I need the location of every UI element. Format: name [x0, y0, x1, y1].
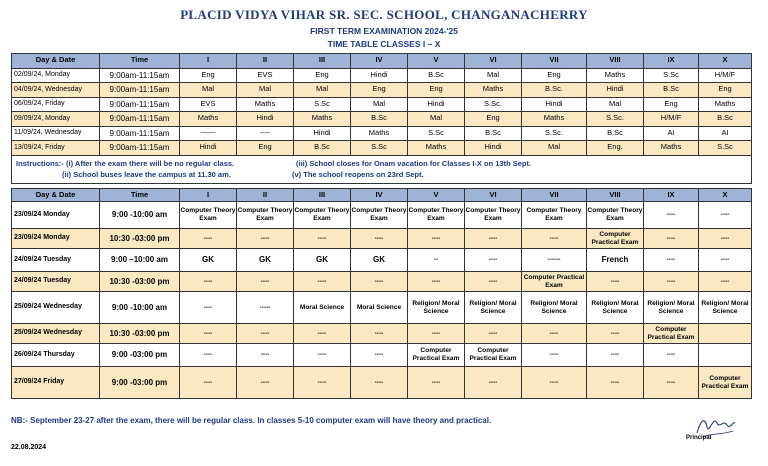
subject-cell: ----	[408, 272, 465, 292]
subject-cell: GK	[180, 249, 237, 272]
subject-cell: B.Sc	[465, 126, 522, 141]
subject-cell: ----	[351, 229, 408, 249]
subject-cell: ----	[294, 272, 351, 292]
subject-cell: GK	[351, 249, 408, 272]
subject-cell: Religion/ Moral Science	[522, 292, 587, 324]
subject-cell: B.Sc.	[522, 83, 587, 98]
row-time: 9:00 -10:00 am	[100, 292, 180, 324]
issue-date: 22.08.2024	[11, 444, 47, 451]
subject-cell: Religion/ Moral Science	[699, 292, 752, 324]
subject-cell: ----	[644, 229, 699, 249]
subject-cell: Computer Practical Exam	[522, 272, 587, 292]
subject-cell: --	[408, 249, 465, 272]
subject-cell: Mal	[351, 97, 408, 112]
subject-cell: ----	[699, 202, 752, 229]
subject-cell: Mal	[587, 97, 644, 112]
table-row	[12, 97, 752, 112]
subject-cell: ----	[237, 272, 294, 292]
subject-cell: ------	[180, 126, 237, 141]
subject-cell: Mal	[180, 83, 237, 98]
row-date: 06/09/24, Friday	[12, 97, 100, 112]
subject-cell: ----	[644, 202, 699, 229]
subject-cell: Eng	[465, 112, 522, 127]
row-time: 9:00am-11:15am	[100, 141, 180, 156]
column-header: Time	[100, 189, 180, 202]
subject-cell	[699, 344, 752, 367]
row-time: 9:00 -10:00 am	[100, 202, 180, 229]
subject-cell: Mal	[522, 141, 587, 156]
table-row	[12, 249, 752, 272]
subject-cell: ----	[408, 367, 465, 399]
subject-cell: Hindi	[237, 112, 294, 127]
row-date: 25/09/24 Wednesday	[12, 292, 100, 324]
subject-cell: ----	[180, 292, 237, 324]
instruction-ii: (ii) School buses leave the campus at 11.30 am.	[62, 170, 231, 180]
timetable-subtitle: TIME TABLE CLASSES I – X	[327, 39, 441, 49]
subject-cell: Moral Science	[294, 292, 351, 324]
column-header: IX	[644, 54, 699, 69]
subject-cell: Religion/ Moral Science	[644, 292, 699, 324]
subject-cell: B.Sc	[294, 141, 351, 156]
subject-cell: ----	[237, 367, 294, 399]
subject-cell: Maths	[522, 112, 587, 127]
subject-cell: Hindi	[351, 68, 408, 83]
column-header: VII	[522, 54, 587, 69]
subject-cell: ----	[644, 367, 699, 399]
table-row	[12, 367, 752, 399]
subject-cell: -----	[237, 292, 294, 324]
row-date: 11/09/24, Wednesday	[12, 126, 100, 141]
subject-cell: Hindi	[408, 97, 465, 112]
subject-cell: Maths	[587, 68, 644, 83]
subject-cell: ----	[699, 272, 752, 292]
subject-cell: AI	[644, 126, 699, 141]
subject-cell: Hindi	[587, 83, 644, 98]
column-header: IV	[351, 54, 408, 69]
subject-cell: ----	[587, 324, 644, 344]
subject-cell: ----	[465, 324, 522, 344]
subject-cell: Computer Practical Exam	[699, 367, 752, 399]
subject-cell: ----	[180, 229, 237, 249]
subject-cell: Mal	[294, 83, 351, 98]
column-header: VI	[465, 54, 522, 69]
subject-cell: ----	[522, 344, 587, 367]
column-header: X	[699, 189, 752, 202]
column-header: V	[408, 189, 465, 202]
subject-cell: S.Sc	[408, 126, 465, 141]
subject-cell: ----	[522, 367, 587, 399]
column-header: Day & Date	[12, 54, 100, 69]
row-date: 24/09/24 Tuesday	[12, 272, 100, 292]
exam-title: FIRST TERM EXAMINATION 2024-'25	[310, 26, 458, 36]
nb-note: NB:- September 23-27 after the exam, there will be regular class. In classes 5-10 computer exam will have theory and practical.	[11, 416, 492, 425]
subject-cell: Maths	[180, 112, 237, 127]
column-header: II	[237, 54, 294, 69]
subject-cell: ----	[587, 344, 644, 367]
subject-cell: ----	[644, 344, 699, 367]
instruction-iii: (iii) School closes for Onam vacation for Classes I-X on 13th Sept.	[296, 158, 532, 168]
subject-cell: Hindi	[180, 141, 237, 156]
subject-cell: Eng	[180, 68, 237, 83]
subject-cell: ----	[522, 324, 587, 344]
instructions	[12, 155, 752, 183]
column-header: VI	[465, 189, 522, 202]
subject-cell: ----	[294, 229, 351, 249]
subject-cell: ----	[351, 344, 408, 367]
subject-cell: ----	[699, 229, 752, 249]
subject-cell: GK	[237, 249, 294, 272]
subject-cell: S.Sc	[644, 68, 699, 83]
instruction-i: (i) After the exam there will be no regular class.	[66, 158, 235, 168]
subject-cell: ----	[351, 367, 408, 399]
column-header: X	[699, 54, 752, 69]
column-header: IV	[351, 189, 408, 202]
row-time: 9:00am-11:15am	[100, 126, 180, 141]
subject-cell: ----	[237, 344, 294, 367]
table-row	[12, 68, 752, 83]
subject-cell: ----	[408, 324, 465, 344]
subject-cell: Eng	[522, 68, 587, 83]
subject-cell: ----	[294, 324, 351, 344]
row-date: 27/09/24 Friday	[12, 367, 100, 399]
subject-cell: Hindi	[522, 97, 587, 112]
subject-cell: Eng	[644, 97, 699, 112]
subject-cell: Computer Practical Exam	[465, 344, 522, 367]
subject-cell: Computer Theory Exam	[587, 202, 644, 229]
subject-cell: Maths	[351, 126, 408, 141]
subject-cell: ----	[351, 272, 408, 292]
subject-cell: Computer Theory Exam	[408, 202, 465, 229]
subject-cell: Religion/ Moral Science	[408, 292, 465, 324]
subject-cell: Computer Theory Exam	[351, 202, 408, 229]
column-header: VII	[522, 189, 587, 202]
table-header-row	[12, 189, 752, 202]
subject-cell: EVS	[237, 68, 294, 83]
subject-cell: Maths	[408, 141, 465, 156]
subject-cell: ----	[351, 324, 408, 344]
table-row	[12, 292, 752, 324]
subject-cell: ----	[180, 344, 237, 367]
subject-cell: ----	[644, 249, 699, 272]
subject-cell: S.Sc.	[465, 97, 522, 112]
column-header: I	[180, 189, 237, 202]
row-time: 9:00 -03:00 pm	[100, 367, 180, 399]
row-time: 9:00 -03:00 pm	[100, 344, 180, 367]
subject-cell: Maths	[237, 97, 294, 112]
subject-cell: B.Sc	[408, 68, 465, 83]
subject-cell: ----	[408, 229, 465, 249]
subject-cell: ----	[294, 367, 351, 399]
subject-cell: Computer Practical Exam	[644, 324, 699, 344]
column-header: V	[408, 54, 465, 69]
subject-cell: Computer Theory Exam	[465, 202, 522, 229]
subject-cell: S.Sc.	[522, 126, 587, 141]
column-header: VIII	[587, 189, 644, 202]
subject-cell: ------	[522, 249, 587, 272]
subject-cell: ----	[587, 367, 644, 399]
row-date: 09/09/24, Monday	[12, 112, 100, 127]
row-time: 9:00am-11:15am	[100, 112, 180, 127]
row-date: 04/09/24, Wednesday	[12, 83, 100, 98]
subject-cell: Maths	[644, 141, 699, 156]
subject-cell: Eng.	[587, 141, 644, 156]
table-row	[12, 202, 752, 229]
subject-cell: Computer Theory Exam	[237, 202, 294, 229]
row-time: 9:00am-11:15am	[100, 68, 180, 83]
row-date: 24/09/24 Tuesday	[12, 249, 100, 272]
subject-cell: Maths	[465, 83, 522, 98]
subject-cell: ----	[294, 344, 351, 367]
subject-cell: Mal	[408, 112, 465, 127]
timetable-part-2	[11, 188, 752, 399]
instructions-row	[12, 155, 752, 183]
row-time: 9:00am-11:15am	[100, 97, 180, 112]
subject-cell: B.Sc	[699, 112, 752, 127]
subject-cell: B.Sc	[644, 83, 699, 98]
subject-cell: S.Sc.	[587, 112, 644, 127]
subject-cell: Hindi	[294, 126, 351, 141]
row-time: 10:30 -03:00 pm	[100, 272, 180, 292]
subject-cell: French	[587, 249, 644, 272]
column-header: VIII	[587, 54, 644, 69]
subject-cell: ----	[180, 272, 237, 292]
subject-cell	[699, 324, 752, 344]
subject-cell: H/M/F	[644, 112, 699, 127]
subject-cell: ----	[237, 324, 294, 344]
column-header: Day & Date	[12, 189, 100, 202]
subject-cell: Eng	[408, 83, 465, 98]
column-header: IX	[644, 189, 699, 202]
row-time: 9:00 –10:00 am	[100, 249, 180, 272]
subject-cell: GK	[294, 249, 351, 272]
subject-cell: Eng	[351, 83, 408, 98]
principal-label: Principal	[686, 435, 712, 441]
subject-cell: Hindi	[465, 141, 522, 156]
column-header: II	[237, 189, 294, 202]
subject-cell: Eng	[237, 141, 294, 156]
subject-cell: S.Sc	[351, 141, 408, 156]
row-date: 13/09/24, Friday	[12, 141, 100, 156]
subject-cell: Computer Theory Exam	[294, 202, 351, 229]
instruction-v: (v) The school reopens on 23rd Sept.	[292, 170, 424, 180]
table-row	[12, 324, 752, 344]
subject-cell: ----	[180, 367, 237, 399]
table-row	[12, 83, 752, 98]
column-header: Time	[100, 54, 180, 69]
subject-cell: B.Sc	[587, 126, 644, 141]
subject-cell: AI	[699, 126, 752, 141]
subject-cell: EVS	[180, 97, 237, 112]
column-header: I	[180, 54, 237, 69]
row-time: 10:30 -03:00 pm	[100, 229, 180, 249]
table-row	[12, 141, 752, 156]
subject-cell: Maths	[294, 112, 351, 127]
subject-cell: ----	[465, 367, 522, 399]
instructions-lead: Instructions:-	[16, 158, 64, 168]
subject-cell: Mal	[465, 68, 522, 83]
table-row	[12, 126, 752, 141]
table-row	[12, 229, 752, 249]
subject-cell: Eng	[294, 68, 351, 83]
subject-cell: H/M/F	[699, 68, 752, 83]
subject-cell: Religion/ Moral Science	[465, 292, 522, 324]
subject-cell: ----	[587, 272, 644, 292]
subject-cell: ----	[465, 249, 522, 272]
row-time: 10:30 -03:00 pm	[100, 324, 180, 344]
row-date: 23/09/24 Monday	[12, 229, 100, 249]
subject-cell: Religion/ Moral Science	[587, 292, 644, 324]
subject-cell: S.Sc	[294, 97, 351, 112]
table-header-row	[12, 54, 752, 69]
subject-cell: ----	[180, 324, 237, 344]
row-date: 26/09/24 Thursday	[12, 344, 100, 367]
subject-cell: Mal	[237, 83, 294, 98]
subject-cell: Maths	[699, 97, 752, 112]
subject-cell: Eng	[699, 83, 752, 98]
subject-cell: Computer Practical Exam	[408, 344, 465, 367]
subject-cell: Computer Theory Exam	[180, 202, 237, 229]
row-date: 23/09/24 Monday	[12, 202, 100, 229]
row-date: 02/09/24, Monday	[12, 68, 100, 83]
subject-cell: B.Sc	[351, 112, 408, 127]
subject-cell: Moral Science	[351, 292, 408, 324]
table-row	[12, 112, 752, 127]
column-header: III	[294, 54, 351, 69]
subject-cell: ----	[644, 272, 699, 292]
subject-cell: ----	[699, 249, 752, 272]
table-row	[12, 272, 752, 292]
subject-cell: ----	[237, 126, 294, 141]
subject-cell: ----	[465, 272, 522, 292]
subject-cell: ----	[465, 229, 522, 249]
column-header: III	[294, 189, 351, 202]
subject-cell: ----	[522, 229, 587, 249]
timetable-part-1	[11, 53, 752, 184]
table-row	[12, 344, 752, 367]
subject-cell: ----	[237, 229, 294, 249]
subject-cell: Computer Practical Exam	[587, 229, 644, 249]
row-date: 25/09/24 Wednesday	[12, 324, 100, 344]
subject-cell: Computer Theory Exam	[522, 202, 587, 229]
row-time: 9:00am-11:15am	[100, 83, 180, 98]
subject-cell: S.Sc	[699, 141, 752, 156]
school-name: PLACID VIDYA VIHAR SR. SEC. SCHOOL, CHANGANACHERRY	[180, 7, 588, 22]
